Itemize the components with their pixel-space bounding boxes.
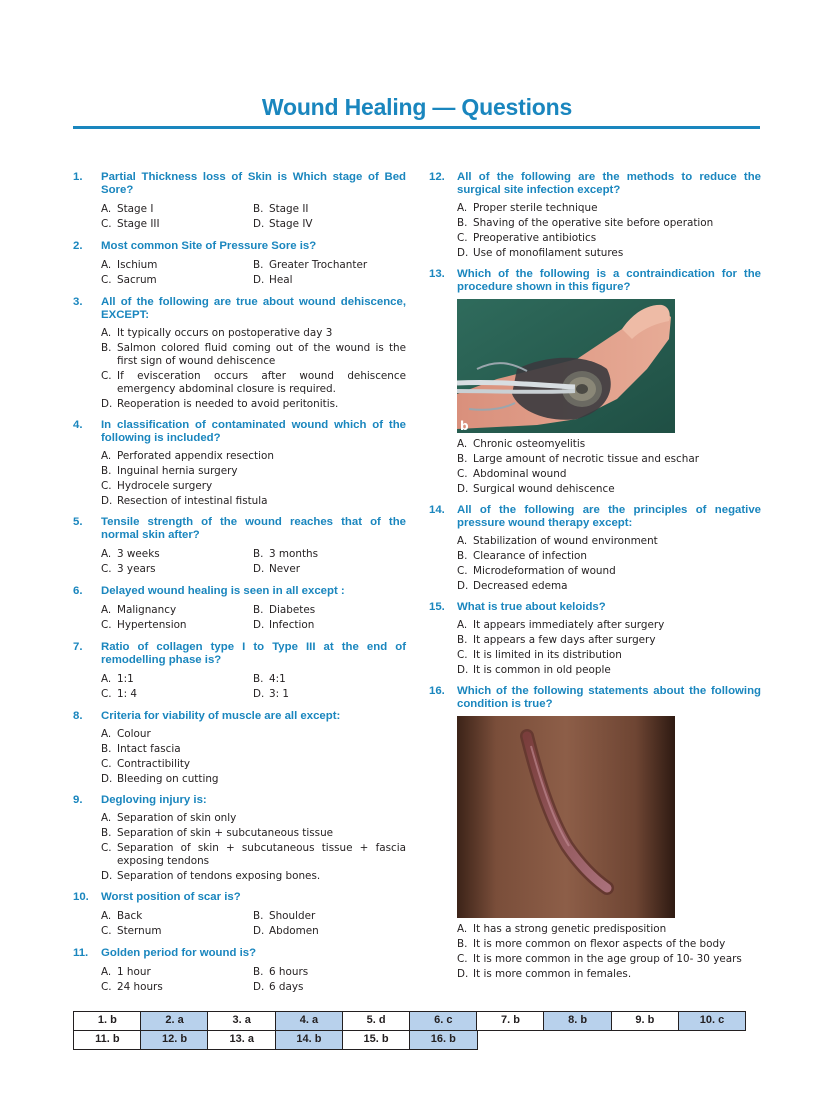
answer-key-cell: 15. b — [342, 1030, 411, 1050]
question-text: Ratio of collagen type I to Type III at the end of remodelling phase is? — [101, 641, 406, 666]
option-list — [457, 619, 761, 677]
option-a — [457, 438, 761, 451]
option-a — [101, 603, 253, 618]
option-letter: C. — [101, 274, 112, 286]
answer-key-cell: 13. a — [207, 1030, 276, 1050]
option-a — [101, 258, 253, 273]
option-text: Stage III — [117, 218, 160, 230]
option-letter: D. — [253, 688, 265, 700]
option-letter: C. — [101, 981, 112, 993]
option-text: Large amount of necrotic tissue and eschar — [473, 453, 699, 465]
option-letter: A. — [101, 203, 112, 215]
option-letter: C. — [101, 925, 112, 937]
question-number: 6. — [73, 585, 83, 597]
question-number: 15. — [429, 601, 445, 613]
option-letter: B. — [457, 217, 468, 229]
option-list — [101, 258, 406, 288]
option-d — [253, 618, 406, 633]
question-text: All of the following are the methods to reduce the surgical site infection except? — [457, 171, 761, 196]
question-number: 11. — [73, 947, 89, 959]
option-a — [101, 547, 253, 562]
title-divider — [73, 126, 760, 129]
option-a — [457, 923, 761, 936]
option-d — [101, 495, 406, 508]
option-list — [101, 909, 406, 939]
option-letter: A. — [101, 548, 112, 560]
option-c — [457, 232, 761, 245]
option-b — [253, 202, 406, 217]
option-text: Preoperative antibiotics — [473, 232, 597, 244]
option-c — [101, 924, 253, 939]
question-number: 4. — [73, 419, 83, 431]
option-list — [101, 202, 406, 232]
question-number: 2. — [73, 240, 83, 252]
npwt-foot-figure — [457, 299, 675, 433]
option-text: Stage II — [269, 203, 309, 215]
option-b — [253, 603, 406, 618]
option-letter: A. — [101, 966, 112, 978]
option-text: Stage I — [117, 203, 154, 215]
option-a — [457, 202, 761, 215]
right-column — [429, 171, 761, 989]
question-text: All of the following are true about wound dehiscence, EXCEPT: — [101, 296, 406, 321]
option-letter: B. — [101, 342, 112, 354]
option-letter: A. — [101, 728, 112, 740]
option-letter: D. — [253, 925, 265, 937]
option-d — [457, 483, 761, 496]
option-a — [457, 535, 761, 548]
option-text: Stage IV — [269, 218, 313, 230]
option-text: 6 hours — [269, 966, 309, 978]
option-b — [253, 547, 406, 562]
question-text: Criteria for viability of muscle are all except: — [101, 710, 341, 722]
option-b — [101, 465, 406, 478]
question-text: Partial Thickness loss of Skin is Which stage of Bed Sore? — [101, 171, 406, 196]
option-text: Never — [269, 563, 300, 575]
question-text: What is true about keloids? — [457, 601, 606, 613]
option-text: 1: 4 — [117, 688, 138, 700]
option-letter: B. — [457, 634, 468, 646]
option-letter: C. — [457, 649, 468, 661]
question-text: Tensile strength of the wound reaches that of the normal skin after? — [101, 516, 406, 541]
question-4 — [73, 419, 406, 508]
option-text: Proper sterile technique — [473, 202, 598, 214]
question-11 — [73, 947, 406, 995]
option-letter: D. — [101, 773, 113, 785]
option-text: 3 weeks — [117, 548, 160, 560]
option-text: It typically occurs on postoperative day 3 — [117, 327, 333, 339]
option-text: Reoperation is needed to avoid peritonitis. — [117, 398, 339, 410]
option-d — [457, 247, 761, 260]
option-text: Inguinal hernia surgery — [117, 465, 238, 477]
option-text: Ischium — [117, 259, 158, 271]
option-text: Heal — [269, 274, 293, 286]
option-text: It has a strong genetic predisposition — [473, 923, 667, 935]
answer-key-cell: 4. a — [275, 1011, 344, 1031]
option-b — [253, 965, 406, 980]
option-text: Separation of skin + subcutaneous tissue + fascia exposing tendons — [117, 842, 406, 867]
question-7 — [73, 641, 406, 702]
question-5 — [73, 516, 406, 577]
option-text: Abdomen — [269, 925, 319, 937]
option-text: Sternum — [117, 925, 162, 937]
option-text: 1 hour — [117, 966, 151, 978]
option-c — [101, 370, 406, 396]
option-letter: B. — [253, 259, 264, 271]
question-number: 14. — [429, 504, 445, 516]
option-b — [457, 550, 761, 563]
option-text: It is common in old people — [473, 664, 611, 676]
answer-key-cell: 3. a — [207, 1011, 276, 1031]
figure-label: b — [460, 419, 469, 433]
option-text: Use of monofilament sutures — [473, 247, 624, 259]
option-text: Clearance of infection — [473, 550, 587, 562]
question-10 — [73, 891, 406, 939]
option-letter: A. — [457, 202, 468, 214]
answer-key-cell: 10. c — [678, 1011, 747, 1031]
question-15 — [429, 601, 761, 677]
answer-key-cell: 2. a — [140, 1011, 209, 1031]
answer-key-cell: 16. b — [409, 1030, 478, 1050]
option-letter: A. — [101, 812, 112, 824]
option-letter: A. — [457, 535, 468, 547]
question-number: 7. — [73, 641, 83, 653]
option-letter: B. — [253, 966, 264, 978]
answer-key-cell: 11. b — [73, 1030, 142, 1050]
question-text: Which of the following statements about the following condition is true? — [457, 685, 761, 710]
option-text: Contractibility — [117, 758, 191, 770]
option-c — [101, 842, 406, 868]
option-b — [457, 453, 761, 466]
option-c — [101, 217, 253, 232]
option-text: Separation of skin only — [117, 812, 237, 824]
question-number: 3. — [73, 296, 83, 308]
option-text: Malignancy — [117, 604, 177, 616]
option-letter: C. — [101, 563, 112, 575]
option-letter: C. — [457, 468, 468, 480]
keloid-scar-figure — [457, 716, 675, 918]
option-letter: B. — [101, 465, 112, 477]
option-a — [101, 728, 406, 741]
question-text: In classification of contaminated wound which of the following is included? — [101, 419, 406, 444]
option-letter: D. — [457, 483, 469, 495]
option-letter: B. — [253, 203, 264, 215]
option-letter: D. — [253, 981, 265, 993]
option-text: Salmon colored fluid coming out of the wound is the first sign of wound dehiscence — [117, 342, 406, 367]
option-text: Colour — [117, 728, 151, 740]
option-text: 6 days — [269, 981, 304, 993]
option-letter: C. — [101, 758, 112, 770]
option-d — [457, 968, 761, 981]
option-text: 1:1 — [117, 673, 134, 685]
option-text: It is more common in females. — [473, 968, 632, 980]
option-c — [457, 649, 761, 662]
option-letter: B. — [253, 604, 264, 616]
question-number: 13. — [429, 268, 445, 280]
option-list — [457, 438, 761, 496]
option-letter: B. — [101, 743, 112, 755]
question-8 — [73, 710, 406, 786]
question-number: 5. — [73, 516, 83, 528]
option-letter: C. — [101, 619, 112, 631]
option-text: 3: 1 — [269, 688, 290, 700]
option-letter: B. — [253, 673, 264, 685]
question-text: Worst position of scar is? — [101, 891, 241, 903]
option-text: Chronic osteomyelitis — [473, 438, 586, 450]
option-text: Stabilization of wound environment — [473, 535, 658, 547]
npwt-foot-image — [457, 299, 675, 433]
option-d — [101, 773, 406, 786]
option-letter: D. — [457, 968, 469, 980]
option-c — [457, 565, 761, 578]
option-letter: B. — [457, 453, 468, 465]
option-c — [101, 562, 253, 577]
option-letter: C. — [457, 953, 468, 965]
option-text: Bleeding on cutting — [117, 773, 219, 785]
option-letter: A. — [101, 604, 112, 616]
option-text: Separation of skin + subcutaneous tissue — [117, 827, 334, 839]
question-1 — [73, 171, 406, 232]
option-letter: C. — [101, 688, 112, 700]
option-b — [457, 217, 761, 230]
option-letter: B. — [101, 827, 112, 839]
option-b — [101, 743, 406, 756]
question-2 — [73, 240, 406, 288]
question-text: Golden period for wound is? — [101, 947, 257, 959]
option-letter: A. — [457, 438, 468, 450]
option-text: Perforated appendix resection — [117, 450, 274, 462]
option-text: Resection of intestinal fistula — [117, 495, 268, 507]
option-list — [101, 672, 406, 702]
option-list — [101, 965, 406, 995]
question-text: Which of the following is a contraindication for the procedure shown in this figure? — [457, 268, 761, 293]
option-letter: B. — [253, 910, 264, 922]
option-letter: A. — [457, 923, 468, 935]
question-6 — [73, 585, 406, 633]
answer-key-cell: 14. b — [275, 1030, 344, 1050]
option-letter: A. — [101, 259, 112, 271]
option-text: Abdominal wound — [473, 468, 567, 480]
option-text: Hypertension — [117, 619, 187, 631]
answer-key-row — [73, 1031, 746, 1050]
option-d — [253, 980, 406, 995]
option-b — [101, 827, 406, 840]
option-letter: A. — [101, 450, 112, 462]
option-c — [101, 687, 253, 702]
option-list — [457, 535, 761, 593]
option-a — [101, 909, 253, 924]
option-letter: D. — [253, 218, 265, 230]
option-c — [101, 480, 406, 493]
option-b — [253, 672, 406, 687]
option-list — [457, 923, 761, 981]
answer-key-cell: 1. b — [73, 1011, 142, 1031]
option-text: It appears immediately after surgery — [473, 619, 665, 631]
option-letter: B. — [253, 548, 264, 560]
option-d — [253, 924, 406, 939]
option-text: 3 months — [269, 548, 319, 560]
option-letter: D. — [101, 870, 113, 882]
option-c — [101, 758, 406, 771]
option-letter: B. — [457, 938, 468, 950]
option-text: It is more common on flexor aspects of the body — [473, 938, 726, 950]
answer-key-cell: 8. b — [543, 1011, 612, 1031]
option-letter: D. — [253, 619, 265, 631]
option-text: Infection — [269, 619, 315, 631]
option-letter: C. — [457, 565, 468, 577]
option-letter: D. — [101, 495, 113, 507]
option-text: It is more common in the age group of 10- 30 years — [473, 953, 742, 965]
option-list — [101, 603, 406, 633]
option-text: It is limited in its distribution — [473, 649, 622, 661]
option-text: Separation of tendons exposing bones. — [117, 870, 321, 882]
option-text: Sacrum — [117, 274, 157, 286]
option-c — [101, 273, 253, 288]
option-c — [457, 953, 761, 966]
question-13 — [429, 268, 761, 496]
option-a — [101, 202, 253, 217]
option-text: Microdeformation of wound — [473, 565, 616, 577]
question-number: 10. — [73, 891, 89, 903]
option-text: 24 hours — [117, 981, 163, 993]
option-text: Diabetes — [269, 604, 316, 616]
question-number: 8. — [73, 710, 83, 722]
option-list — [101, 450, 406, 508]
answer-key-table — [73, 1011, 746, 1050]
option-list — [101, 812, 406, 883]
option-d — [253, 687, 406, 702]
answer-key-row — [73, 1011, 746, 1031]
option-letter: D. — [457, 247, 469, 259]
question-14 — [429, 504, 761, 593]
option-letter: C. — [101, 842, 112, 854]
option-c — [101, 618, 253, 633]
option-letter: D. — [253, 274, 265, 286]
option-list — [101, 728, 406, 786]
option-letter: A. — [101, 673, 112, 685]
option-a — [101, 672, 253, 687]
option-d — [457, 664, 761, 677]
question-number: 1. — [73, 171, 83, 183]
question-3 — [73, 296, 406, 411]
option-letter: D. — [101, 398, 113, 410]
option-d — [253, 273, 406, 288]
option-letter: A. — [457, 619, 468, 631]
option-b — [253, 258, 406, 273]
option-text: Greater Trochanter — [269, 259, 368, 271]
option-list — [457, 202, 761, 260]
option-a — [101, 450, 406, 463]
answer-key-cell: 9. b — [611, 1011, 680, 1031]
option-b — [101, 342, 406, 368]
option-b — [457, 634, 761, 647]
option-text: Hydrocele surgery — [117, 480, 213, 492]
option-b — [253, 909, 406, 924]
option-text: It appears a few days after surgery — [473, 634, 656, 646]
option-text: Back — [117, 910, 143, 922]
option-a — [101, 327, 406, 340]
question-9 — [73, 794, 406, 883]
answer-key-cell: 7. b — [476, 1011, 545, 1031]
answer-key-cell: 12. b — [140, 1030, 209, 1050]
option-text: 4:1 — [269, 673, 286, 685]
question-text: Delayed wound healing is seen in all except : — [101, 585, 345, 597]
option-list — [101, 327, 406, 411]
option-c — [101, 980, 253, 995]
option-text: Surgical wound dehiscence — [473, 483, 615, 495]
option-letter: D. — [253, 563, 265, 575]
option-text: If evisceration occurs after wound dehiscence emergency abdominal closure is required. — [117, 370, 406, 395]
option-letter: C. — [101, 370, 112, 382]
option-letter: C. — [101, 218, 112, 230]
option-list — [101, 547, 406, 577]
option-letter: D. — [457, 664, 469, 676]
option-text: Shaving of the operative site before operation — [473, 217, 714, 229]
question-number: 16. — [429, 685, 445, 697]
question-text: Degloving injury is: — [101, 794, 207, 806]
answer-key-cell: 5. d — [342, 1011, 411, 1031]
question-16 — [429, 685, 761, 981]
option-letter: A. — [101, 327, 112, 339]
option-b — [457, 938, 761, 951]
option-a — [101, 965, 253, 980]
option-d — [457, 580, 761, 593]
option-c — [457, 468, 761, 481]
option-text: Decreased edema — [473, 580, 568, 592]
option-letter: A. — [101, 910, 112, 922]
option-a — [101, 812, 406, 825]
question-text: Most common Site of Pressure Sore is? — [101, 240, 317, 252]
option-d — [253, 562, 406, 577]
answer-key-cell: 6. c — [409, 1011, 478, 1031]
question-text: All of the following are the principles of negative pressure wound therapy except: — [457, 504, 761, 529]
keloid-scar-image — [457, 716, 675, 918]
option-d — [253, 217, 406, 232]
option-text: 3 years — [117, 563, 156, 575]
question-number: 9. — [73, 794, 83, 806]
question-12 — [429, 171, 761, 260]
option-text: Shoulder — [269, 910, 316, 922]
page-title: Wound Healing — Questions — [261, 94, 573, 120]
option-letter: C. — [101, 480, 112, 492]
left-column — [73, 171, 406, 1003]
option-letter: D. — [457, 580, 469, 592]
option-text: Intact fascia — [117, 743, 181, 755]
option-letter: C. — [457, 232, 468, 244]
option-d — [101, 870, 406, 883]
option-d — [101, 398, 406, 411]
option-letter: B. — [457, 550, 468, 562]
option-a — [457, 619, 761, 632]
question-number: 12. — [429, 171, 445, 183]
